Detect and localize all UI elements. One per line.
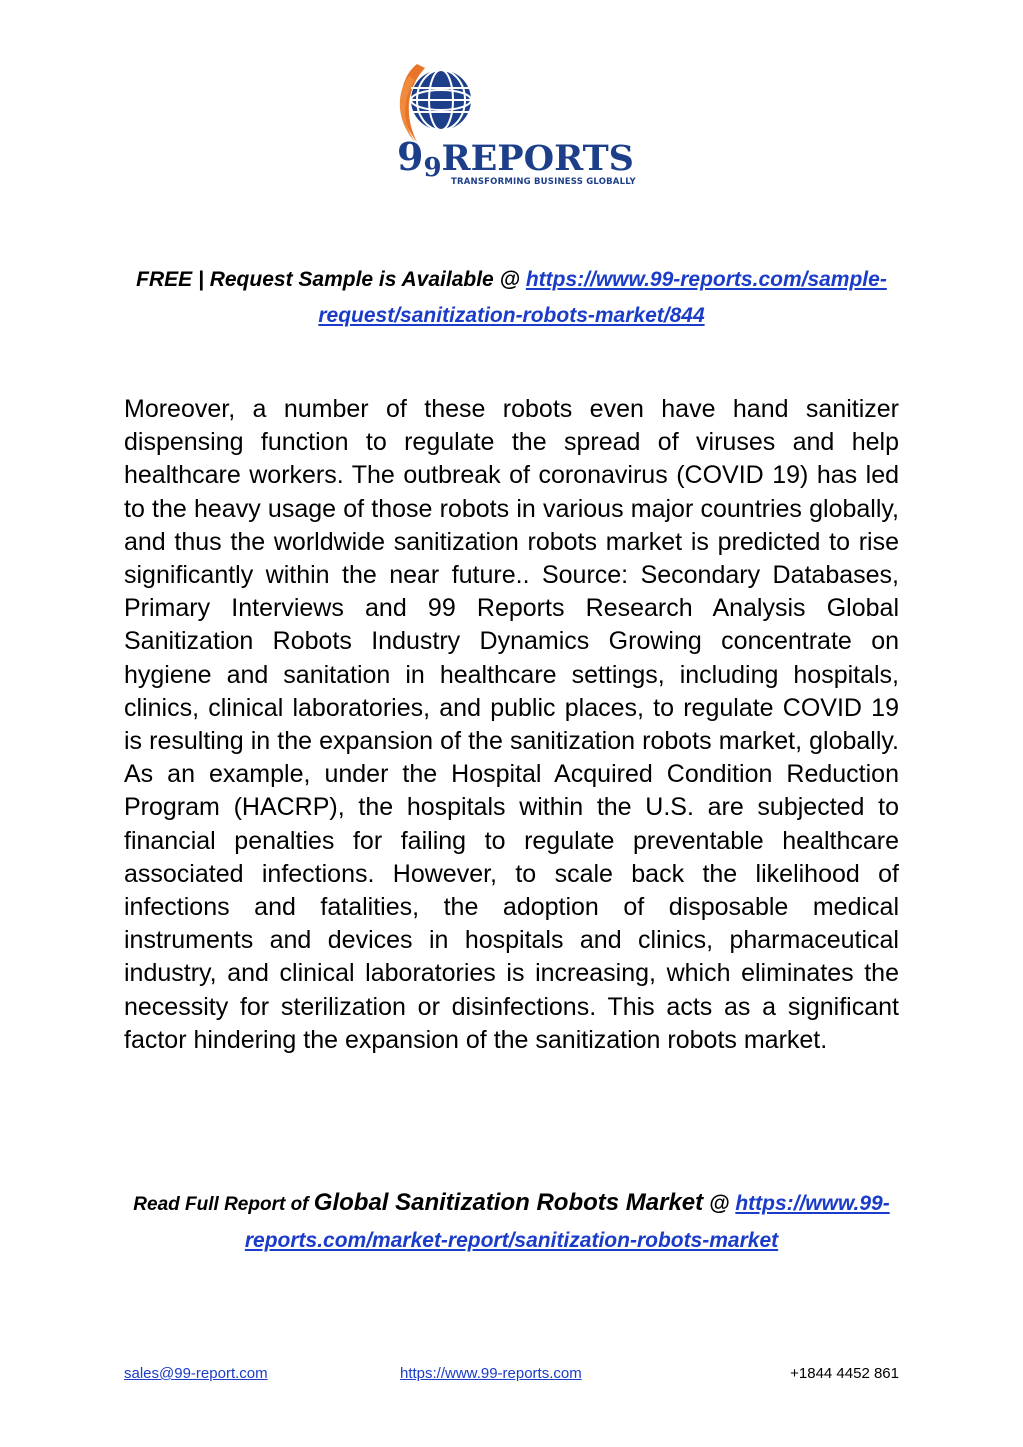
sample-request-link[interactable]: https://www.99-reports.com/sample-request/sanitization-robots-market/844 xyxy=(318,268,887,327)
company-logo xyxy=(395,60,635,195)
logo-tagline: TRANSFORMING BUSINESS GLOBALLY xyxy=(451,177,636,187)
read-full-at: @ xyxy=(703,1192,736,1215)
sample-request-label: FREE | Request Sample is Available @ xyxy=(136,268,526,291)
full-report-link[interactable]: https://www.99-reports.com/market-report/sanitization-robots-market xyxy=(244,1192,890,1252)
body-paragraph: Moreover, a number of these robots even have hand sanitizer dispensing function to regulate the spread of viruses and help healthcare workers. The outbreak of coronavirus (COVID 19) has led to the heavy usage of those robots in various major countries globally, and thus the worldwide sanitization robots market is predicted to rise significantly within the near future.. Source: Secondary Databases, Primary Interviews and 99 Reports Research Analysis Global Sanitization Robots Industry Dynamics Growing concentrate on hygiene and sanitation in healthcare settings, including hospitals, clinics, clinical laboratories, and public places, to regulate COVID 19 is resulting in the expansion of the sanitization robots market, globally. As an example, under the Hospital Acquired Condition Reduction Program (HACRP), the hospitals within the U.S. are subjected to financial penalties for failing to regulate preventable healthcare associated infections. However, to scale back the likelihood of infections and fatalities, the adoption of disposable medical instruments and devices in hospitals and clinics, pharmaceutical industry, and clinical laboratories is increasing, which eliminates the necessity for sterilization or disinfections. This acts as a significant factor hindering the expansion of the sanitization robots market. xyxy=(124,395,899,1054)
read-full-report xyxy=(110,1185,913,1259)
footer-website-link[interactable]: https://www.99-reports.com xyxy=(400,1365,582,1382)
footer-phone: +1844 4452 861 xyxy=(790,1365,899,1382)
sample-request-line xyxy=(110,262,913,334)
footer-email-link[interactable]: sales@99-report.com xyxy=(124,1365,268,1382)
read-full-label: Read Full Report of xyxy=(133,1194,314,1215)
logo-wordmark: 99REPORTS xyxy=(397,134,634,183)
report-title: Global Sanitization Robots Market xyxy=(313,1189,704,1216)
